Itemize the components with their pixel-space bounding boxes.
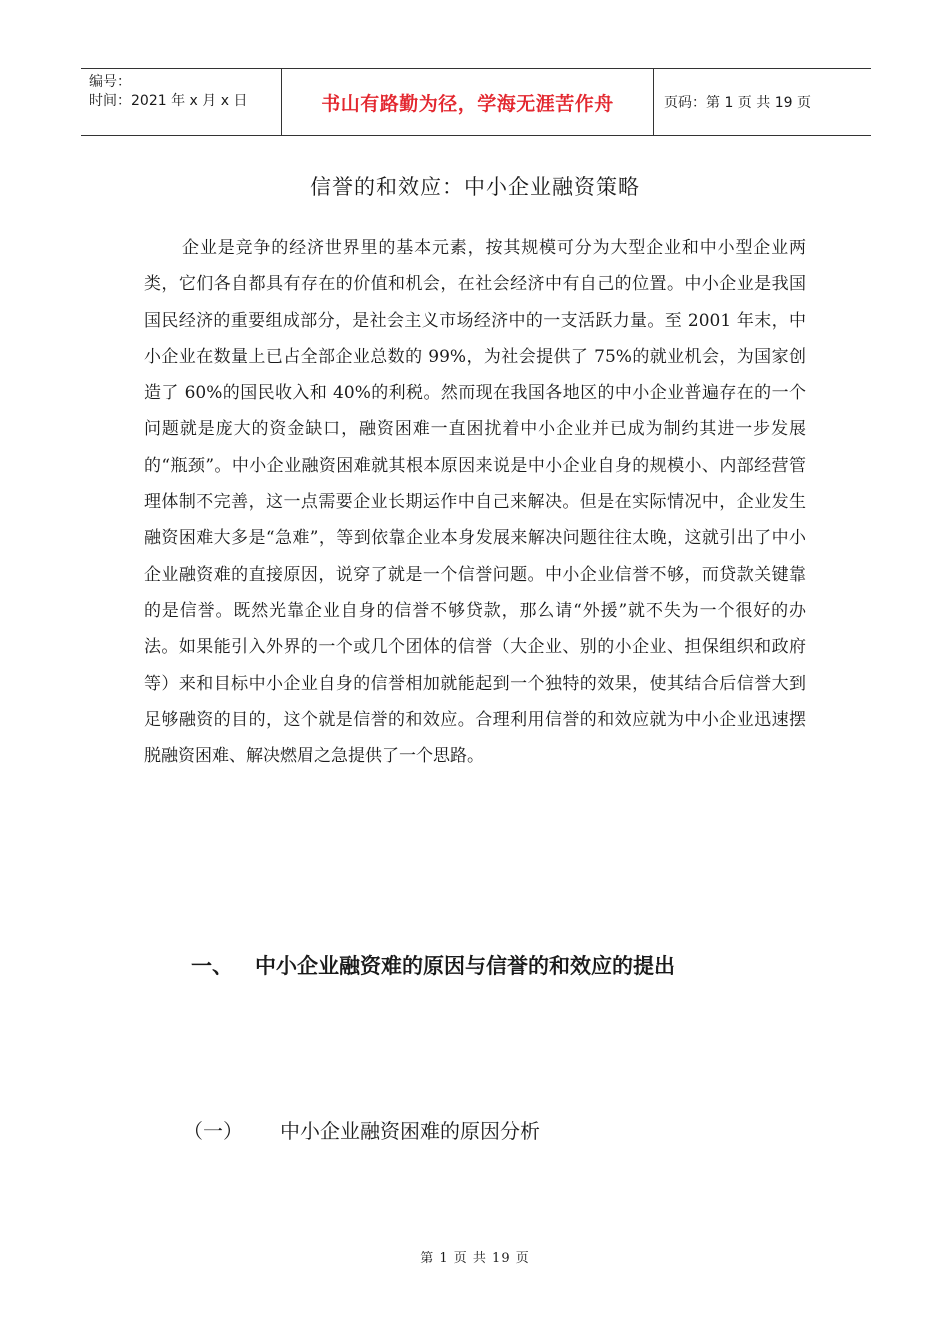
document-header <box>81 68 871 136</box>
section-number: 一、 <box>191 954 233 978</box>
subsection-heading <box>183 1115 540 1144</box>
subsection-title: 中小企业融资困难的原因分析 <box>280 1119 540 1143</box>
document-title: 信誉的和效应：中小企业融资策略 <box>310 175 640 199</box>
header-motto: 书山有路勤为径，学海无涯苦作舟 <box>281 69 654 135</box>
document-date: 时间：2021 年 x 月 x 日 <box>89 93 248 109</box>
subsection-number: （一） <box>183 1119 243 1143</box>
page-footer: 第 1 页 共 19 页 <box>420 1251 530 1266</box>
section-title: 中小企业融资难的原因与信誉的和效应的提出 <box>255 954 675 978</box>
header-meta <box>81 69 281 135</box>
section-heading <box>191 950 675 980</box>
document-code-label: 编号： <box>89 74 131 90</box>
header-page-info: 页码：第 1 页 共 19 页 <box>664 95 811 111</box>
intro-paragraph: 企业是竞争的经济世界里的基本元素，按其规模可分为大型企业和中小型企业两类，它们各自都具有存在的价值和机会，在社会经济中有自己的位置。中小企业是我国国民经济的重要组成部分，是社会主义市场经济中的一支活跃力量。至 2001 年末，中小企业在数量上已占全部企业总数的 99%，为社会提供了 75%的就业机会，为国家创造了 60%的国民收入和 40%的利税。然而现在我国各地区的中小企业普遍存在的一个问题就是庞大的资金缺口，融资困难一直困扰着中小企业并已成为制约其进一步发展的“瓶颈”。中小企业融资困难就其根本原因来说是中小企业自身的规模小、内部经营管理体制不完善，这一点需要企业长期运作中自己来解决。但是在实际情况中，企业发生融资困难大多是“急难”，等到依靠企业本身发展来解决问题往往太晚，这就引出了中小企业融资难的直接原因，说穿了就是一个信誉问题。中小企业信誉不够，而贷款关键靠的是信誉。既然光靠企业自身的信誉不够贷款，那么请“外援”就不失为一个很好的办法。如果能引入外界的一个或几个团体的信誉（大企业、别的小企业、担保组织和政府等）来和目标中小企业自身的信誉相加就能起到一个独特的效果，使其结合后信誉大到足够融资的目的，这个就是信誉的和效应。合理利用信誉的和效应就为中小企业迅速摆脱融资困难、解决燃眉之急提供了一个思路。 <box>144 238 806 767</box>
